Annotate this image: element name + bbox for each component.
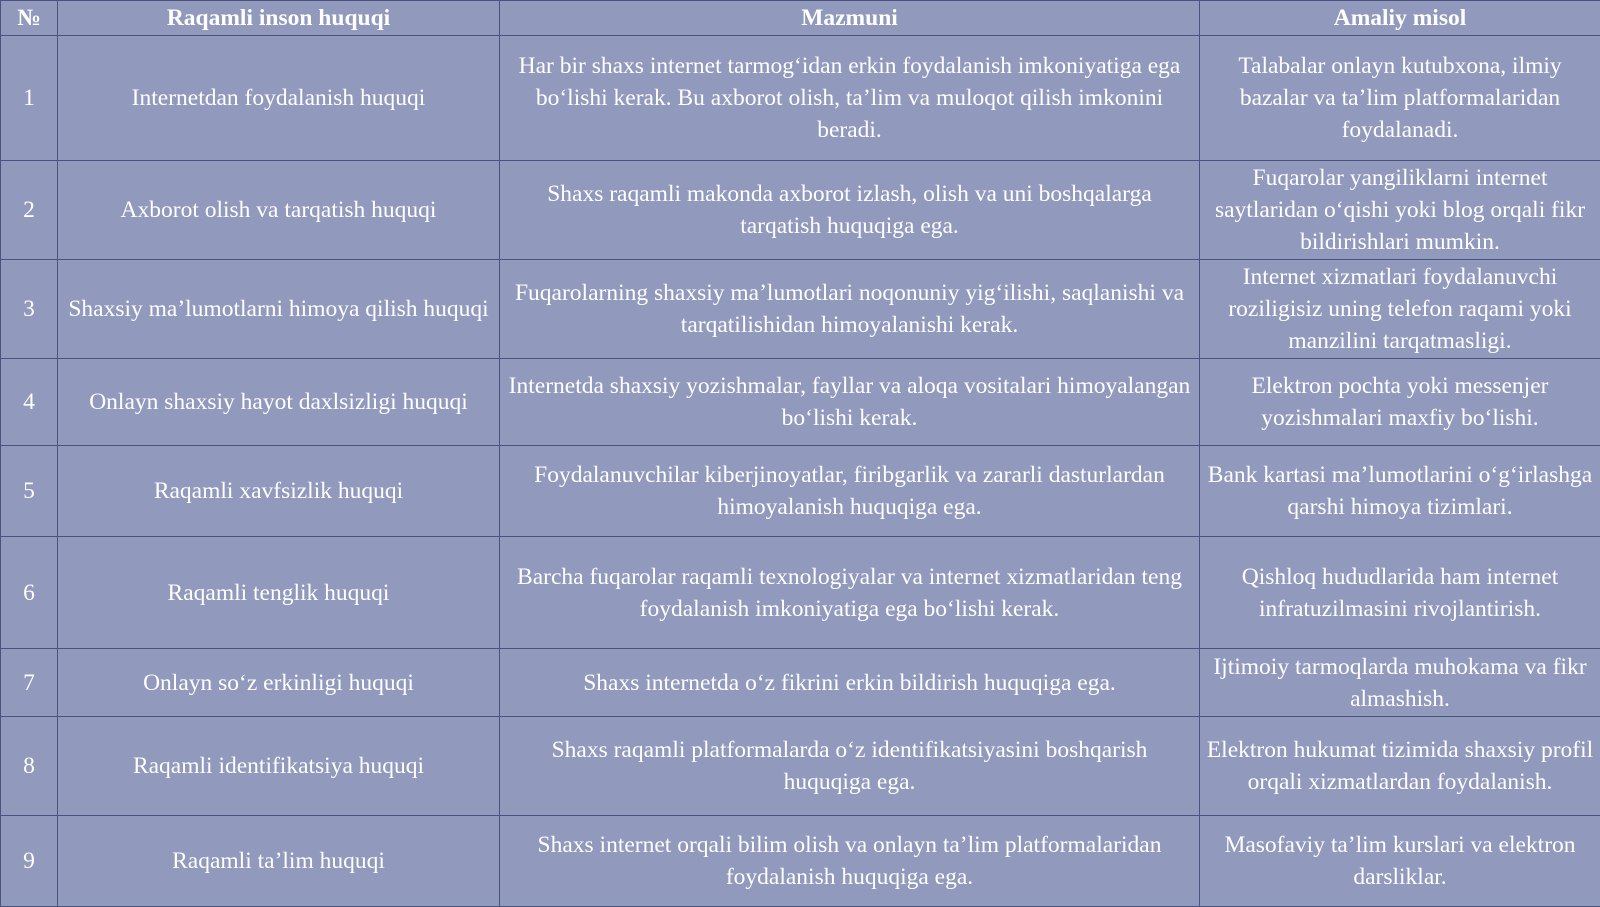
row-right: Raqamli identifikatsiya huquqi xyxy=(58,717,500,816)
row-content: Barcha fuqarolar raqamli texnologiyalar va internet xizmatlaridan teng foydalanish imkoniyatiga ega bo‘lishi kerak. xyxy=(500,537,1200,649)
row-example: Elektron hukumat tizimida shaxsiy profil orqali xizmatlardan foydalanish. xyxy=(1200,717,1600,816)
row-example: Bank kartasi ma’lumotlarini o‘g‘irlashga qarshi himoya tizimlari. xyxy=(1200,446,1600,537)
table-row xyxy=(1,446,1600,537)
row-content: Internetda shaxsiy yozishmalar, fayllar va aloqa vositalari himoyalangan bo‘lishi kerak. xyxy=(500,359,1200,446)
row-content: Shaxs internetda o‘z fikrini erkin bildirish huquqiga ega. xyxy=(500,649,1200,717)
row-content: Har bir shaxs internet tarmog‘idan erkin foydalanish imkoniyatiga ega bo‘lishi kerak. Bu axborot olish, ta’lim va muloqot qilish imkonini beradi. xyxy=(500,36,1200,161)
table-row xyxy=(1,649,1600,717)
row-right: Axborot olish va tarqatish huquqi xyxy=(58,161,500,260)
header-number: № xyxy=(1,1,58,36)
row-number: 8 xyxy=(1,717,58,816)
row-number: 4 xyxy=(1,359,58,446)
table-row xyxy=(1,260,1600,359)
table-row xyxy=(1,537,1600,649)
header-content: Mazmuni xyxy=(500,1,1200,36)
row-right: Raqamli xavfsizlik huquqi xyxy=(58,446,500,537)
table-row xyxy=(1,36,1600,161)
row-content: Shaxs internet orqali bilim olish va onlayn ta’lim platformalaridan foydalanish huquqiga ega. xyxy=(500,816,1200,907)
row-example: Ijtimoiy tarmoqlarda muhokama va fikr almashish. xyxy=(1200,649,1600,717)
table-row xyxy=(1,816,1600,907)
table-row xyxy=(1,161,1600,260)
row-number: 2 xyxy=(1,161,58,260)
row-number: 3 xyxy=(1,260,58,359)
header-example: Amaliy misol xyxy=(1200,1,1600,36)
row-content: Fuqarolarning shaxsiy ma’lumotlari noqonuniy yig‘ilishi, saqlanishi va tarqatilishidan himoyalanishi kerak. xyxy=(500,260,1200,359)
row-number: 1 xyxy=(1,36,58,161)
row-right: Shaxsiy ma’lumotlarni himoya qilish huquqi xyxy=(58,260,500,359)
row-right: Raqamli tenglik huquqi xyxy=(58,537,500,649)
row-example: Masofaviy ta’lim kurslari va elektron darsliklar. xyxy=(1200,816,1600,907)
table-row xyxy=(1,359,1600,446)
row-number: 7 xyxy=(1,649,58,717)
row-example: Fuqarolar yangiliklarni internet saytlaridan o‘qishi yoki blog orqali fikr bildirishlari mumkin. xyxy=(1200,161,1600,260)
row-example: Qishloq hududlarida ham internet infratuzilmasini rivojlantirish. xyxy=(1200,537,1600,649)
row-content: Foydalanuvchilar kiberjinoyatlar, firibgarlik va zararli dasturlardan himoyalanish huquqiga ega. xyxy=(500,446,1200,537)
row-number: 9 xyxy=(1,816,58,907)
row-example: Elektron pochta yoki messenjer yozishmalari maxfiy bo‘lishi. xyxy=(1200,359,1600,446)
table-row xyxy=(1,717,1600,816)
row-content: Shaxs raqamli makonda axborot izlash, olish va uni boshqalarga tarqatish huquqiga ega. xyxy=(500,161,1200,260)
row-right: Raqamli ta’lim huquqi xyxy=(58,816,500,907)
row-example: Internet xizmatlari foydalanuvchi roziligisiz uning telefon raqami yoki manzilini tarqatmasligi. xyxy=(1200,260,1600,359)
row-number: 5 xyxy=(1,446,58,537)
header-right: Raqamli inson huquqi xyxy=(58,1,500,36)
row-content: Shaxs raqamli platformalarda o‘z identifikatsiyasini boshqarish huquqiga ega. xyxy=(500,717,1200,816)
table-header-row xyxy=(1,1,1600,36)
row-number: 6 xyxy=(1,537,58,649)
row-right: Onlayn so‘z erkinligi huquqi xyxy=(58,649,500,717)
row-right: Internetdan foydalanish huquqi xyxy=(58,36,500,161)
row-example: Talabalar onlayn kutubxona, ilmiy bazalar va ta’lim platformalaridan foydalanadi. xyxy=(1200,36,1600,161)
row-right: Onlayn shaxsiy hayot daxlsizligi huquqi xyxy=(58,359,500,446)
